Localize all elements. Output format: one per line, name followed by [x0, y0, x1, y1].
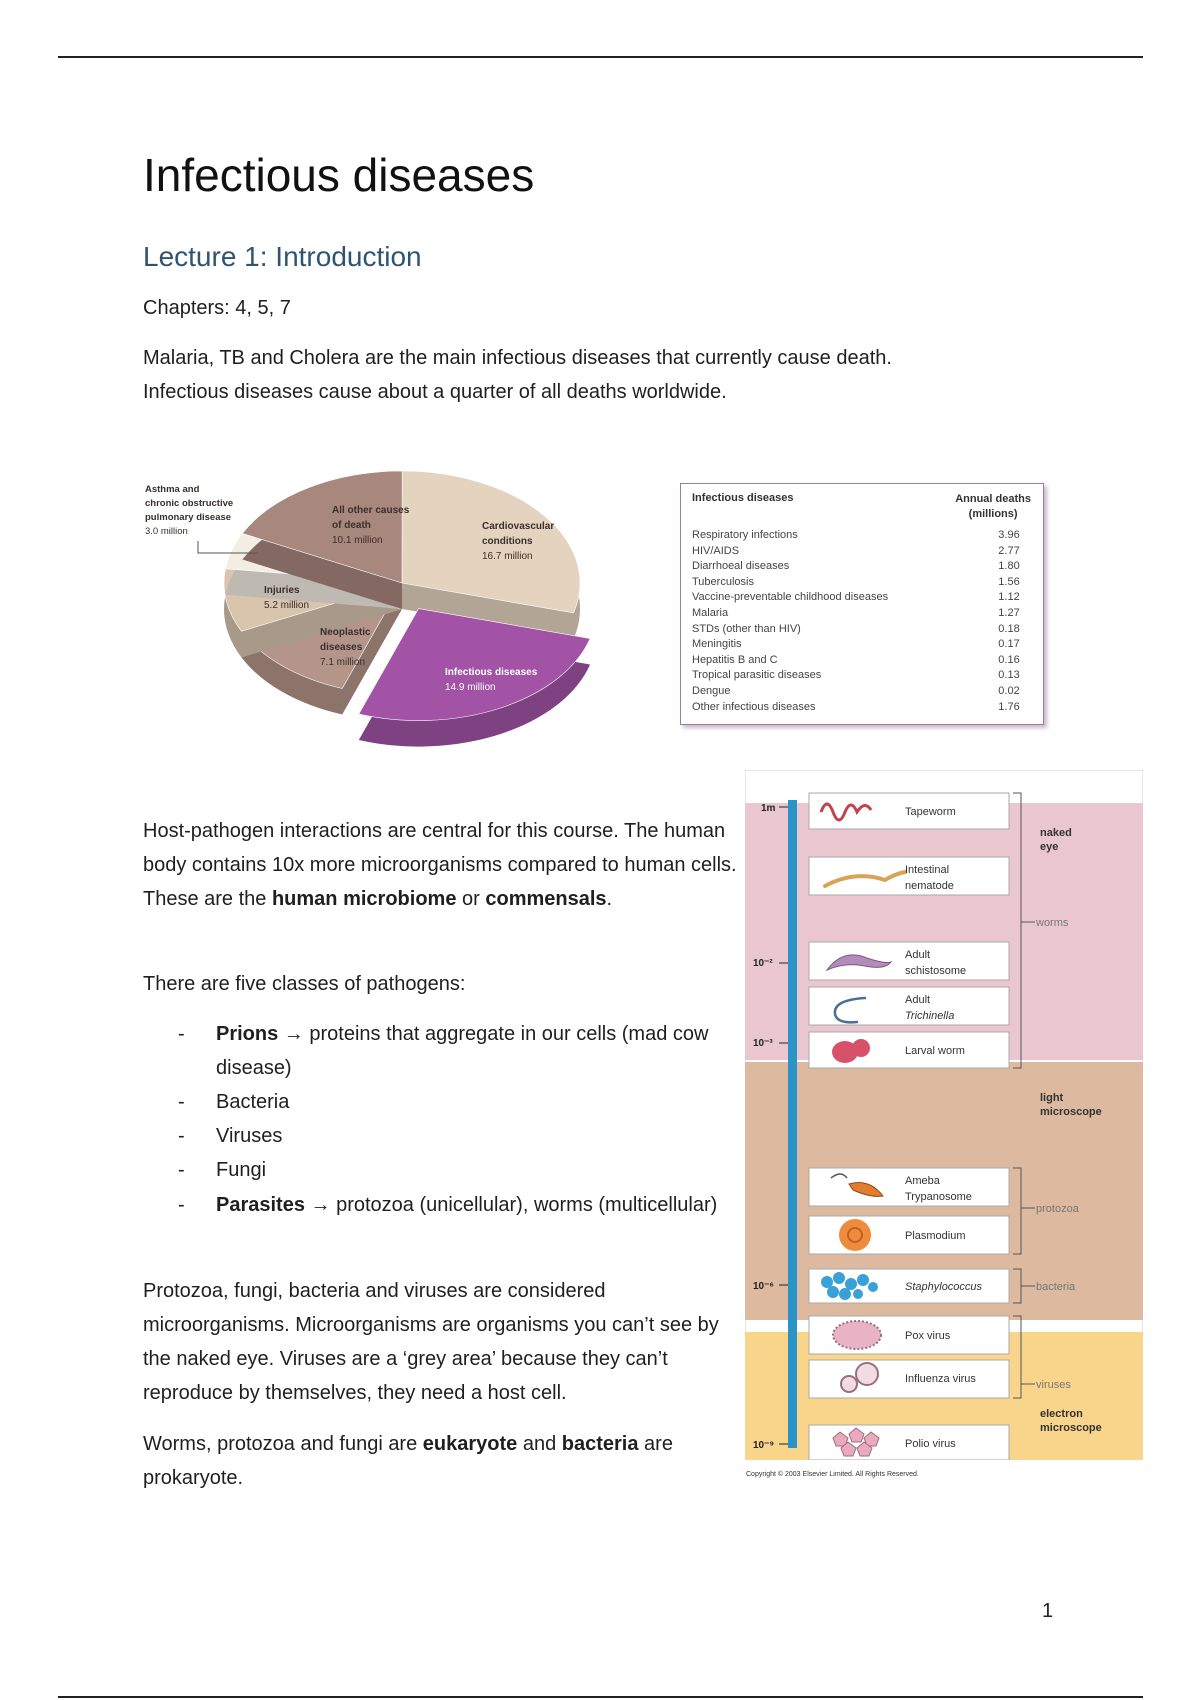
table-cell-disease: Respiratory infections	[692, 529, 798, 541]
table-header-deaths-line-1: Annual deaths	[955, 493, 1031, 505]
host-text-2: or	[456, 888, 486, 910]
other-line-1: All other causes	[332, 505, 410, 516]
table-row	[692, 590, 1029, 606]
table-row	[692, 544, 1029, 560]
table-cell-disease: Tuberculosis	[692, 575, 754, 588]
pathogen-size-scale-figure	[745, 770, 1143, 1460]
organism-label-nematode-1: Intestinal	[905, 864, 950, 876]
table-cell-disease: Hepatitis B and C	[692, 653, 778, 666]
table-cell-disease: Malaria	[692, 606, 729, 619]
organism-label-nematode-2: nematode	[905, 880, 954, 892]
table-row	[692, 528, 1029, 544]
bullet-dash: -	[178, 1091, 185, 1113]
page-title: Infectious diseases	[143, 149, 535, 201]
cardio-line-1: Cardiovascular	[482, 521, 555, 532]
table-cell-deaths: 0.02	[998, 684, 1020, 697]
host-text-1: Host-pathogen interactions are central for this course. The human body contains 10x more microorganisms compared to human cells. These are the	[143, 820, 737, 910]
influenza-virus-icon	[841, 1376, 857, 1392]
axis-label-1e-6: 10⁻⁶	[753, 1281, 775, 1292]
host-text-3: .	[606, 888, 613, 910]
table-cell-deaths: 1.76	[998, 700, 1020, 713]
other-line-3: 10.1 million	[332, 535, 383, 546]
table-header-deaths-line-2: (millions)	[968, 508, 1018, 520]
bullet-dash: -	[178, 1125, 185, 1147]
table-row	[692, 606, 1029, 622]
group-label-viruses: viruses	[1036, 1379, 1071, 1391]
neoplastic-line-1: Neoplastic	[320, 627, 371, 638]
table-row	[692, 637, 1029, 653]
host-pathogen-paragraph	[143, 814, 743, 916]
organism-label-polio: Polio virus	[905, 1438, 956, 1450]
table-cell-disease: Dengue	[692, 684, 731, 697]
page-number: 1	[1042, 1600, 1054, 1622]
intro-line-1: Malaria, TB and Cholera are the main infectious diseases that currently cause death.	[143, 347, 892, 369]
list-item: Bacteria	[216, 1091, 290, 1113]
euk-bold-eukaryote: eukaryote	[422, 1433, 518, 1455]
bottom-rule	[58, 1696, 1143, 1698]
top-rule	[58, 56, 1143, 58]
intro-paragraph	[143, 341, 1023, 409]
injuries-line-1: Injuries	[264, 585, 300, 596]
list-item: Viruses	[216, 1125, 283, 1147]
asthma-line-4: 3.0 million	[145, 526, 188, 537]
organism-label-schistosome-1: Adult	[905, 949, 931, 961]
table-row	[692, 668, 1029, 684]
axis-label-1e-9: 10⁻⁹	[753, 1440, 775, 1451]
list-item	[216, 1188, 736, 1222]
organism-label-plasmodium: Plasmodium	[905, 1230, 966, 1242]
table-cell-disease: Meningitis	[692, 638, 742, 651]
bullet-text-prions: → proteins that aggregate in our cells (mad cow disease)	[216, 1023, 709, 1079]
table-header-deaths	[955, 492, 1031, 522]
bullet-bold-parasites: Parasites	[216, 1194, 305, 1216]
table-cell-disease: Tropical parasitic diseases	[692, 669, 822, 682]
size-scale-bar	[788, 800, 797, 1448]
asthma-line-3: pulmonary disease	[145, 512, 232, 523]
table-row	[692, 684, 1029, 700]
group-label-bacteria: bacteria	[1036, 1281, 1076, 1293]
table-row	[692, 575, 1029, 591]
organism-label-trichinella-2: Trichinella	[905, 1010, 955, 1022]
bullet-dash: -	[178, 1159, 185, 1181]
neoplastic-line-3: 7.1 million	[320, 657, 366, 668]
bullet-bold-prions: Prions	[216, 1023, 279, 1045]
host-bold-microbiome: human microbiome	[271, 888, 457, 910]
asthma-line-2: chronic obstructive	[145, 498, 234, 509]
host-bold-commensals: commensals	[485, 888, 607, 910]
organism-label-larval: Larval worm	[905, 1045, 965, 1057]
table-row	[692, 700, 1029, 716]
table-row	[692, 653, 1029, 669]
table-cell-disease: STDs (other than HIV)	[692, 622, 801, 635]
table-cell-deaths: 0.17	[998, 638, 1020, 651]
table-row	[692, 622, 1029, 638]
euk-text-3: are prokaryote.	[143, 1433, 673, 1489]
cardio-line-3: 16.7 million	[482, 551, 533, 562]
axis-label-1m: 1m	[761, 803, 776, 814]
table-rows	[692, 528, 1029, 715]
euk-text-2: and	[517, 1433, 562, 1455]
intro-line-2: Infectious diseases cause about a quarter of all deaths worldwide.	[143, 381, 727, 403]
eukaryote-paragraph	[143, 1427, 743, 1495]
microorganisms-paragraph: Protozoa, fungi, bacteria and viruses are considered microorganisms. Microorganisms are organisms you can’t see by the naked eye. Viruses are a ‘grey area’ because they can’t reproduce by themselves, they need a host cell.	[143, 1280, 719, 1404]
organism-label-ameba-1: Ameba	[905, 1175, 940, 1187]
table-cell-deaths: 0.16	[998, 653, 1020, 666]
table-header-diseases: Infectious diseases	[692, 492, 794, 504]
table-row	[692, 559, 1029, 575]
organism-label-trichinella-1: Adult	[905, 994, 931, 1006]
five-classes-line: There are five classes of pathogens:	[143, 973, 466, 995]
table-cell-deaths: 1.12	[998, 591, 1020, 604]
table-cell-deaths: 1.56	[998, 575, 1020, 588]
euk-text-1: Worms, protozoa and fungi are	[143, 1433, 423, 1455]
table-cell-deaths: 0.18	[998, 622, 1020, 635]
organism-label-ameba-2: Trypanosome	[905, 1191, 972, 1203]
organism-label-pox: Pox virus	[905, 1330, 951, 1342]
table-cell-deaths: 0.13	[998, 669, 1020, 682]
zone-label-naked-2: eye	[1040, 841, 1059, 853]
pox-virus-icon	[833, 1321, 881, 1349]
axis-label-1e-3: 10⁻³	[753, 1038, 773, 1049]
group-label-worms: worms	[1036, 917, 1069, 929]
list-item: Fungi	[216, 1159, 267, 1181]
figure-copyright: Copyright © 2003 Elsevier Limited. All Rights Reserved.	[746, 1471, 919, 1478]
table-cell-disease: HIV/AIDS	[692, 544, 740, 557]
zone-label-light-2: microscope	[1040, 1106, 1102, 1118]
table-cell-disease: Other infectious diseases	[692, 700, 816, 713]
cardio-line-2: conditions	[482, 536, 533, 547]
table-cell-deaths: 2.77	[998, 544, 1020, 557]
asthma-line-1: Asthma and	[145, 484, 200, 495]
organism-label-staphylococcus: Staphylococcus	[905, 1281, 983, 1293]
zone-label-electron-2: microscope	[1040, 1422, 1102, 1434]
chapters-line: Chapters: 4, 5, 7	[143, 297, 291, 319]
infectious-line-2: 14.9 million	[445, 682, 496, 693]
lecture-subtitle: Lecture 1: Introduction	[143, 241, 422, 272]
zone-label-naked-1: naked	[1040, 827, 1072, 839]
group-label-protozoa: protozoa	[1036, 1203, 1079, 1215]
zone-label-electron-1: electron	[1040, 1408, 1083, 1420]
other-line-2: of death	[332, 520, 371, 531]
bullet-dash: -	[178, 1194, 185, 1216]
axis-label-1e-2: 10⁻²	[753, 958, 773, 969]
euk-bold-bacteria: bacteria	[561, 1433, 639, 1455]
organism-label-tapeworm: Tapeworm	[905, 806, 956, 818]
organism-label-schistosome-2: schistosome	[905, 965, 967, 977]
deaths-pie-chart	[140, 465, 660, 770]
zone-label-light-1: light	[1040, 1092, 1064, 1104]
table-cell-disease: Diarrhoeal diseases	[692, 560, 790, 573]
organism-label-influenza: Influenza virus	[905, 1373, 976, 1385]
table-cell-disease: Vaccine-preventable childhood diseases	[692, 591, 889, 604]
infectious-line-1: Infectious diseases	[445, 667, 538, 678]
bullet-text-parasites: → protozoa (unicellular), worms (multicellular)	[304, 1194, 718, 1216]
table-cell-deaths: 3.96	[998, 529, 1020, 541]
injuries-line-2: 5.2 million	[264, 600, 310, 611]
pie-label-asthma	[145, 484, 236, 537]
plasmodium-icon	[839, 1219, 871, 1251]
annual-deaths-table	[680, 483, 1044, 725]
neoplastic-line-2: diseases	[320, 642, 363, 653]
bullet-dash: -	[178, 1023, 185, 1045]
list-item	[216, 1017, 736, 1085]
table-cell-deaths: 1.80	[998, 560, 1020, 573]
table-cell-deaths: 1.27	[998, 606, 1020, 619]
